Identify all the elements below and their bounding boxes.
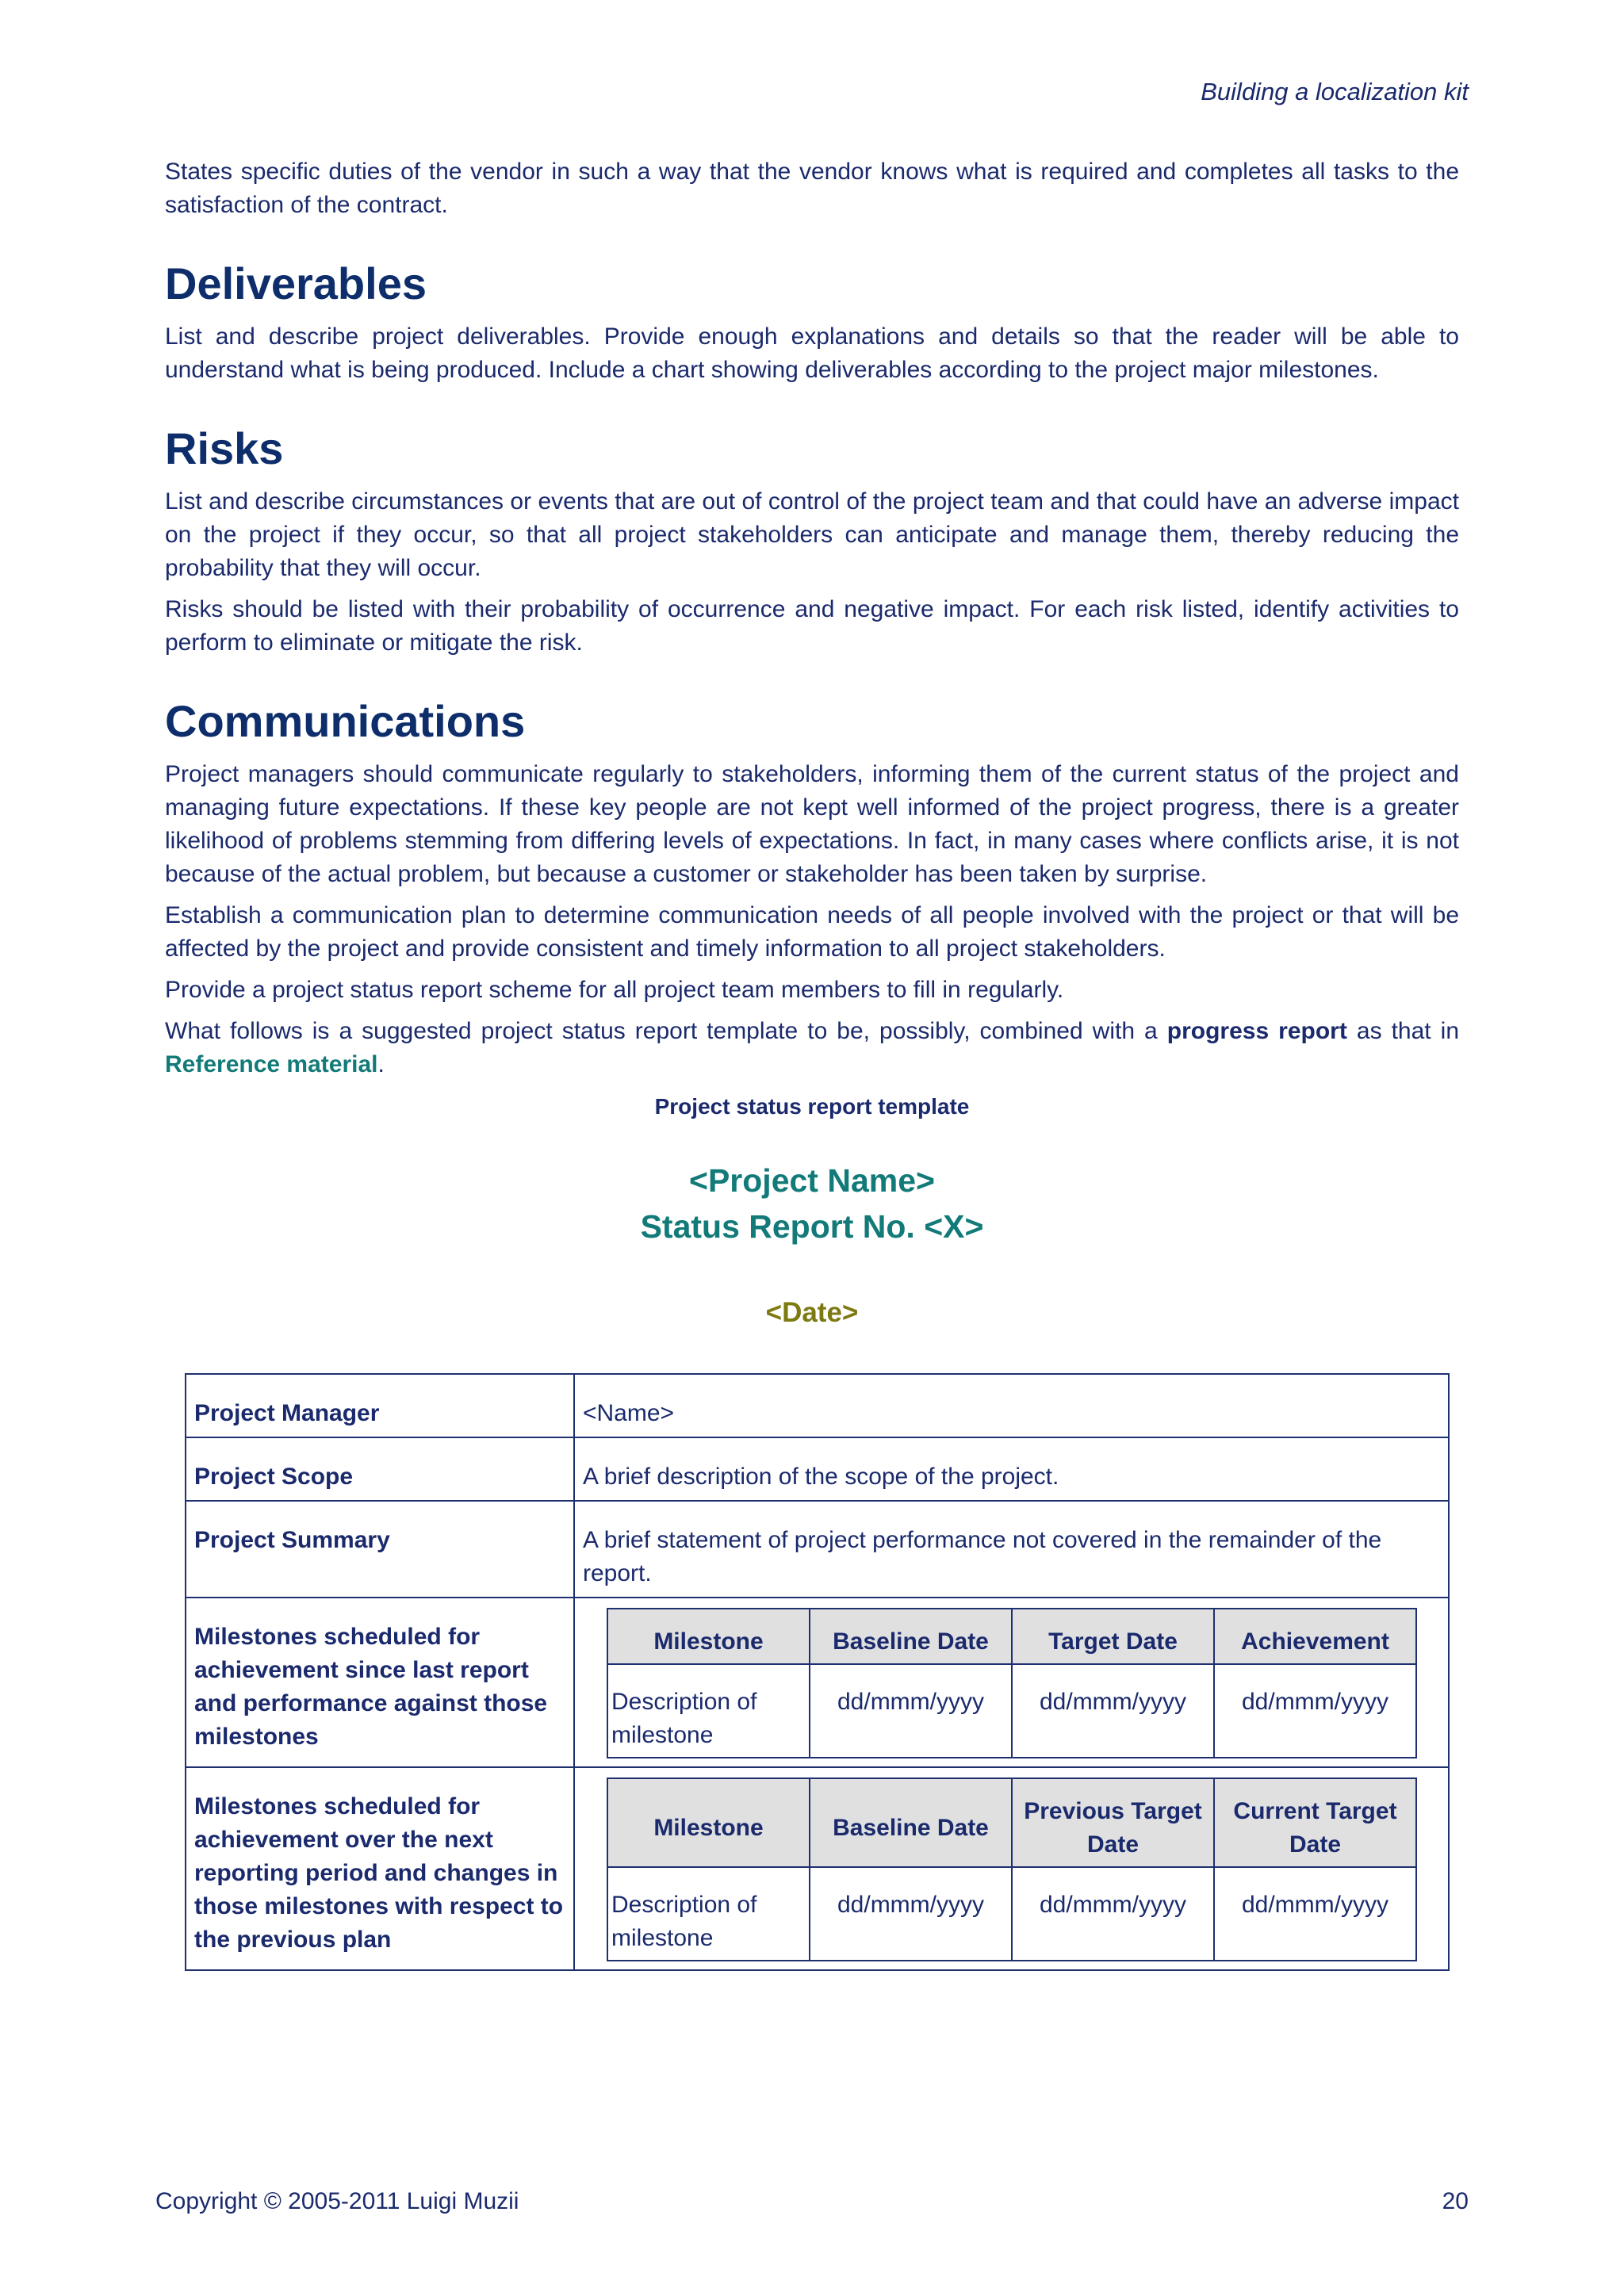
- row-value: A brief description of the scope of the project.: [574, 1437, 1449, 1501]
- row-label: Project Manager: [186, 1374, 574, 1437]
- column-header: Baseline Date: [810, 1778, 1012, 1867]
- footer-copyright: Copyright © 2005-2011 Luigi Muzii: [155, 2188, 519, 2214]
- row-label: Project Summary: [186, 1501, 574, 1598]
- milestone-data-row: [607, 1664, 1416, 1758]
- status-report-table: [185, 1373, 1450, 1971]
- milestone-data-row: [607, 1867, 1416, 1961]
- communications-paragraph-4: [165, 1015, 1459, 1081]
- deliverables-heading: Deliverables: [165, 258, 427, 308]
- template-caption: Project status report template: [654, 1094, 970, 1119]
- milestone-header-row: [607, 1609, 1416, 1664]
- table-row: [186, 1437, 1449, 1501]
- column-header: Baseline Date: [810, 1609, 1012, 1664]
- milestone-description: Description of milestone: [607, 1664, 810, 1758]
- baseline-date: dd/mmm/yyyy: [810, 1867, 1012, 1961]
- deliverables-paragraph: List and describe project deliverables. Provide enough explanations and details so that the reader will be able to understand what is being produced. Include a chart showing deliverables according to the project major milestones.: [165, 323, 1459, 383]
- communications-paragraph-2: Establish a communication plan to determine communication needs of all people involved with the project or that will be affected by the project and provide consistent and timely information to all project stakeholders.: [165, 902, 1459, 962]
- paragraph-4-end: .: [377, 1051, 385, 1077]
- reference-material-link[interactable]: Reference material: [165, 1051, 378, 1077]
- column-header: Current Target Date: [1214, 1778, 1416, 1867]
- row-value: A brief statement of project performance not covered in the remainder of the report.: [574, 1501, 1449, 1598]
- communications-paragraph-3: Provide a project status report scheme for all project team members to fill in regularly.: [165, 977, 1064, 1003]
- progress-report-term: progress report: [1166, 1018, 1347, 1044]
- target-date: dd/mmm/yyyy: [1012, 1664, 1214, 1758]
- previous-target-date: dd/mmm/yyyy: [1012, 1867, 1214, 1961]
- communications-paragraph-1: Project managers should communicate regularly to stakeholders, informing them of the current status of the project and managing future expectations. If these key people are not kept well informed of the project progress, there is a greater likelihood of problems stemming from differing levels of expectations. In fact, in many cases where conflicts arise, it is not because of the actual problem, but because a customer or stakeholder has been taken by surprise.: [165, 761, 1459, 887]
- milestones-next-cell: [574, 1767, 1449, 1970]
- running-header: Building a localization kit: [1201, 78, 1469, 105]
- intro-paragraph: States specific duties of the vendor in such a way that the vendor knows what is required and completes all tasks to the satisfaction of the contract.: [165, 159, 1459, 218]
- table-row: [186, 1598, 1449, 1767]
- row-label: Milestones scheduled for achievement since last report and performance against those milestones: [186, 1598, 574, 1767]
- column-header: Target Date: [1012, 1609, 1214, 1664]
- table-row: [186, 1374, 1449, 1437]
- template-status-report-number: Status Report No. <X>: [640, 1208, 984, 1245]
- milestones-past-cell: [574, 1598, 1449, 1767]
- row-label: Milestones scheduled for achievement over the next reporting period and changes in those milestones with respect to the previous plan: [186, 1767, 574, 1970]
- risks-paragraph-2: Risks should be listed with their probability of occurrence and negative impact. For each risk listed, identify activities to perform to eliminate or mitigate the risk.: [165, 596, 1459, 656]
- column-header: Milestone: [607, 1778, 810, 1867]
- main-content: [165, 155, 1459, 1329]
- communications-heading: Communications: [165, 696, 526, 746]
- achievement-date: dd/mmm/yyyy: [1214, 1664, 1416, 1758]
- footer-page-number: 20: [1442, 2188, 1469, 2214]
- column-header: Previous Target Date: [1012, 1778, 1214, 1867]
- table-row: [186, 1767, 1449, 1970]
- risks-heading: Risks: [165, 423, 284, 473]
- row-label: Project Scope: [186, 1437, 574, 1501]
- template-project-name: <Project Name>: [689, 1162, 935, 1199]
- column-header: Milestone: [607, 1609, 810, 1664]
- milestone-description: Description of milestone: [607, 1867, 810, 1961]
- column-header: Achievement: [1214, 1609, 1416, 1664]
- baseline-date: dd/mmm/yyyy: [810, 1664, 1012, 1758]
- milestones-next-table: [607, 1777, 1417, 1961]
- risks-paragraph-1: List and describe circumstances or events that are out of control of the project team and that could have an adverse impact on the project if they occur, so that all project stakeholders can anticipate and manage them, thereby reducing the probability that they will occur.: [165, 488, 1459, 581]
- table-row: [186, 1501, 1449, 1598]
- template-date: <Date>: [765, 1297, 859, 1328]
- paragraph-4-mid: as that in: [1346, 1018, 1460, 1044]
- milestones-past-table: [607, 1608, 1417, 1758]
- paragraph-4-start: What follows is a suggested project status report template to be, possibly, combined with a: [165, 1018, 1167, 1044]
- current-target-date: dd/mmm/yyyy: [1214, 1867, 1416, 1961]
- milestone-header-row: [607, 1778, 1416, 1867]
- row-value: <Name>: [574, 1374, 1449, 1437]
